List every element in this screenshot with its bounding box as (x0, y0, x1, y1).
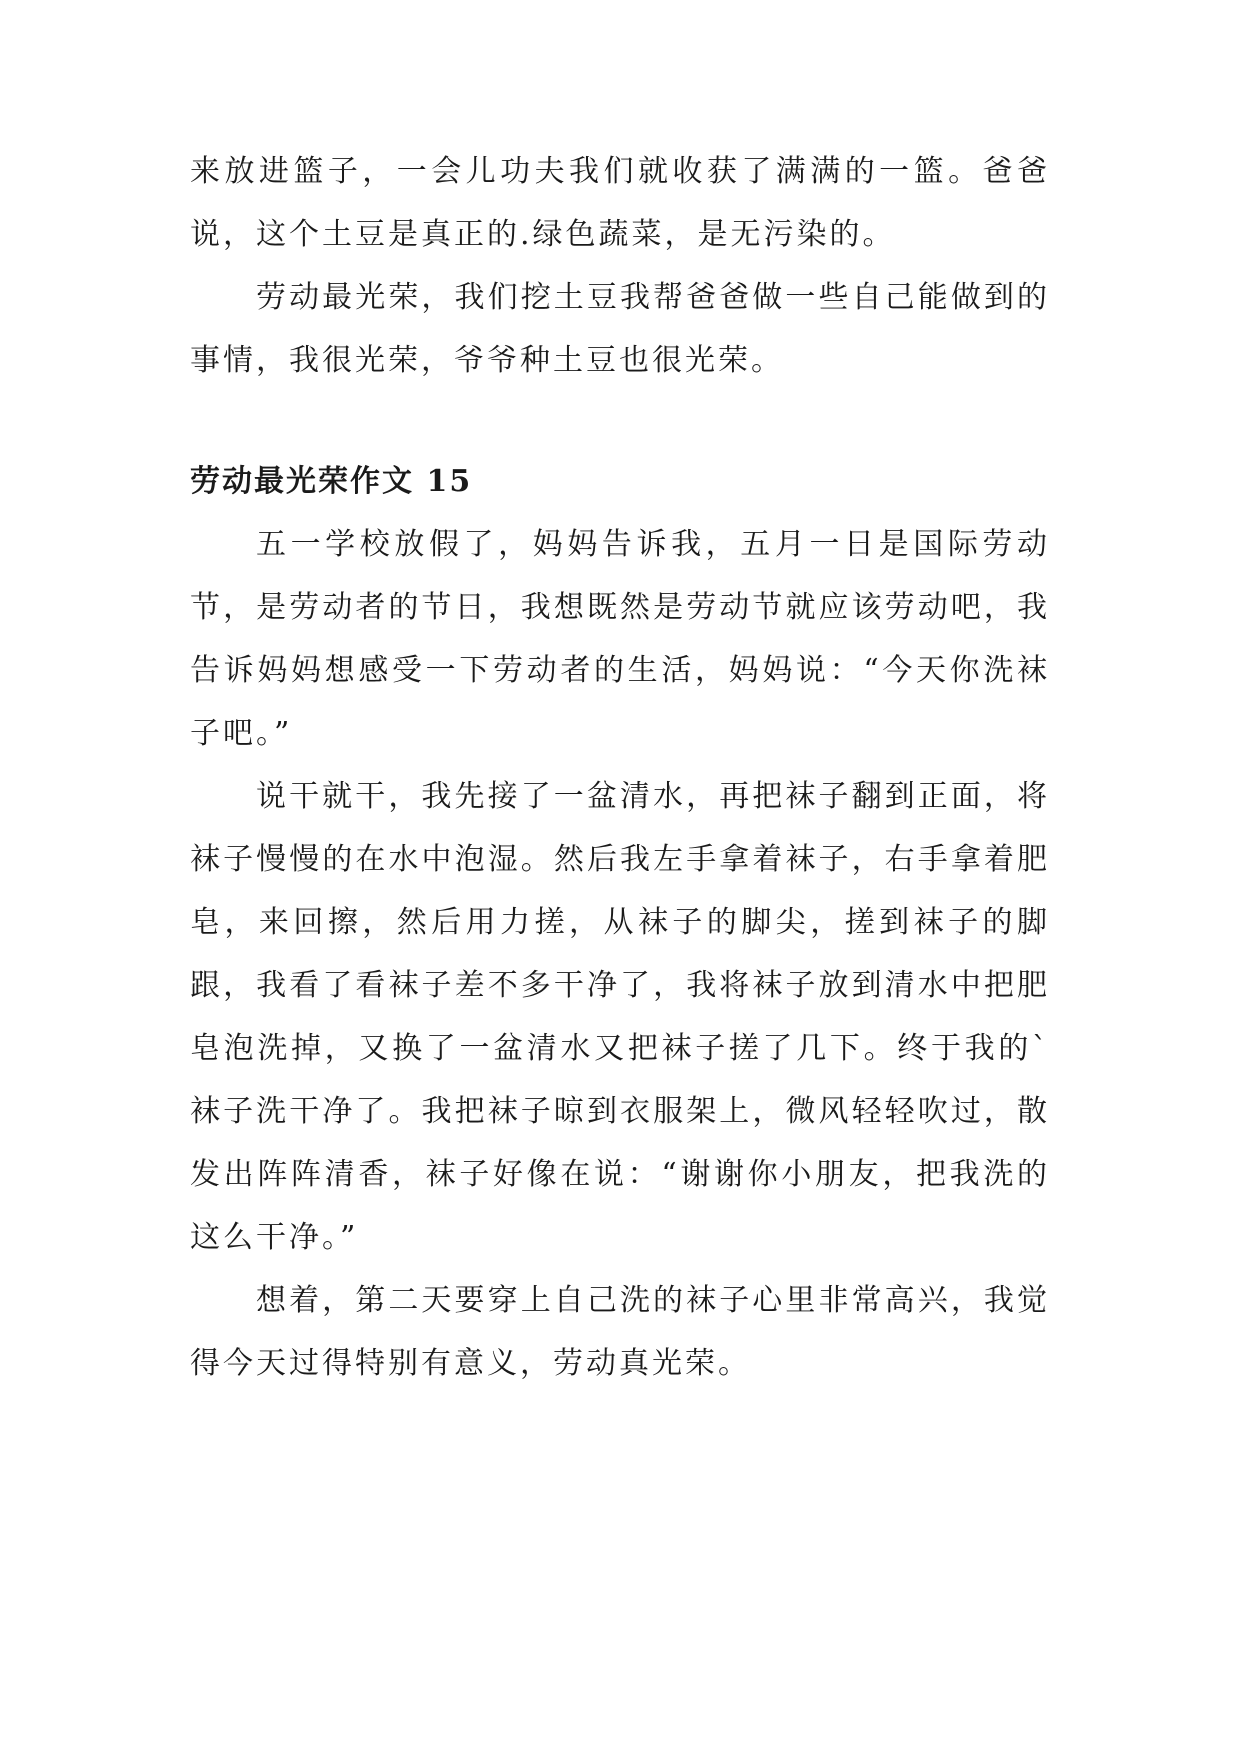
paragraph: 想着，第二天要穿上自己洗的袜子心里非常高兴，我觉得今天过得特别有意义，劳动真光荣。 (190, 1283, 1050, 1381)
paragraph: 说干就干，我先接了一盆清水，再把袜子翻到正面，将袜子慢慢的在水中泡湿。然后我左手拿着袜子，右手拿着肥皂，来回擦，然后用力搓，从袜子的脚尖，搓到袜子的脚跟，我看了看袜子差不多干净了，我将袜子放到清水中把肥皂泡洗掉，又换了一盆清水又把袜子搓了几下。终于我的`袜子洗干净了。我把袜子晾到衣服架上，微风轻轻吹过，散发出阵阵清香，袜子好像在说：“谢谢你小朋友，把我洗的这么干净。” (190, 779, 1050, 1255)
section-title: 劳动最光荣作文 15 (190, 464, 473, 499)
section-text-block (190, 513, 1050, 1395)
paragraph: 五一学校放假了，妈妈告诉我，五月一日是国际劳动节，是劳动者的节日，我想既然是劳动节就应该劳动吧，我告诉妈妈想感受一下劳动者的生活，妈妈说：“今天你洗袜子吧。” (190, 527, 1050, 751)
paragraph: 劳动最光荣，我们挖土豆我帮爸爸做一些自己能做到的事情，我很光荣，爷爷种土豆也很光荣。 (190, 280, 1050, 378)
paragraph-continued: 来放进篮子，一会儿功夫我们就收获了满满的一篮。爸爸说，这个土豆是真正的.绿色蔬菜，是无污染的。 (190, 154, 1050, 252)
top-text-block (190, 140, 1050, 392)
